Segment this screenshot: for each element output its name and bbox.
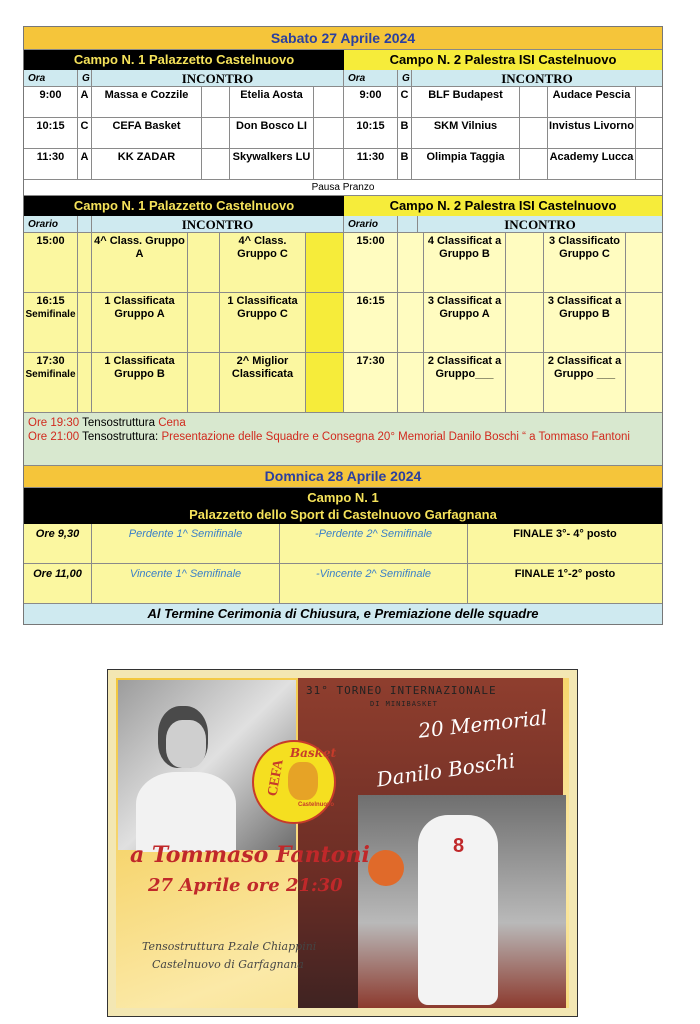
home-team: Massa e Cozzile [92, 87, 202, 118]
lunch-break: Pausa Pranzo [24, 180, 662, 196]
away-team: 3 Classificato Gruppo C [544, 233, 626, 293]
spacer-cell [314, 118, 344, 149]
spacer-cell [506, 353, 544, 413]
col-orario: Orario [344, 216, 398, 233]
group-cell: C [398, 87, 412, 118]
time-value: 17:30 [36, 355, 65, 367]
spacer-cell [626, 293, 662, 353]
home-team: KK ZADAR [92, 149, 202, 180]
time-cell: 9:00 [24, 87, 78, 118]
round-label: Semifinale [25, 369, 76, 380]
table-row [24, 233, 662, 293]
jersey-number: 8 [453, 835, 465, 857]
field-header-morning [24, 50, 662, 70]
spacer-cell [506, 233, 544, 293]
home-team: CEFA Basket [92, 118, 202, 149]
poster-minibasket: DI MINIBASKET [370, 700, 438, 708]
round-label: Semifinale [25, 309, 76, 320]
poster-memorial: 20 Memorial [417, 705, 549, 743]
col-ora: Ora [24, 70, 78, 87]
home-team: 4^ Class. Gruppo A [92, 233, 188, 293]
spacer-cell [188, 293, 220, 353]
spacer-cell [306, 293, 344, 353]
basketball-icon [368, 850, 404, 886]
spacer-cell [314, 149, 344, 180]
time-value: 16:15 [36, 295, 65, 307]
col-blank [398, 216, 418, 233]
match-side-b: -Perdente 2^ Semifinale [280, 524, 468, 564]
poster-place-2: Castelnuovo di Garfagnana [152, 958, 304, 971]
time-value: 15:00 [36, 235, 65, 247]
group-cell: B [398, 118, 412, 149]
sunday-venue: Palazzetto dello Sport di Castelnuovo Garfagnana [189, 507, 497, 522]
sunday-title: Domnica 28 Aprile 2024 [24, 466, 662, 488]
time-cell: Ore 9,30 [24, 524, 92, 564]
table-row [24, 564, 662, 604]
spacer-cell [636, 87, 662, 118]
time-cell: 9:00 [344, 87, 398, 118]
spacer-cell [520, 87, 548, 118]
column-header-morning [24, 70, 662, 87]
col-g: G [78, 70, 92, 87]
spacer-cell [314, 87, 344, 118]
table-row [24, 293, 662, 353]
col-ora: Ora [344, 70, 398, 87]
group-cell: A [78, 149, 92, 180]
final-label: FINALE 1°-2° posto [468, 564, 662, 604]
spacer-cell [78, 293, 92, 353]
time-cell [24, 353, 78, 413]
away-team: Don Bosco LI [230, 118, 314, 149]
spacer-cell [306, 233, 344, 293]
spacer-cell [636, 118, 662, 149]
home-team: SKM Vilnius [412, 118, 520, 149]
sunday-field [24, 488, 662, 524]
home-team: 1 Classificata Gruppo A [92, 293, 188, 353]
home-team: 2 Classificat a Gruppo___ [424, 353, 506, 413]
time-cell: 10:15 [344, 118, 398, 149]
away-team: Audace Pescia [548, 87, 636, 118]
closing-ceremony: Al Termine Cerimonia di Chiusura, e Premiazione delle squadre [24, 604, 662, 624]
spacer-cell [626, 353, 662, 413]
sunday-field-name: Campo N. 1 [307, 490, 379, 505]
time-cell [24, 233, 78, 293]
away-team: 2 Classificat a Gruppo ___ [544, 353, 626, 413]
evening-notes [24, 413, 662, 466]
col-incontro: INCONTRO [418, 216, 662, 233]
time-cell: Ore 11,00 [24, 564, 92, 604]
away-team: 3 Classificat a Gruppo B [544, 293, 626, 353]
away-team: Etelia Aosta [230, 87, 314, 118]
final-label: FINALE 3°- 4° posto [468, 524, 662, 564]
away-team: Skywalkers LU [230, 149, 314, 180]
table-row [24, 353, 662, 413]
away-team: 2^ Miglior Classificata [220, 353, 306, 413]
player-photo [358, 795, 566, 1008]
spacer-cell [398, 353, 424, 413]
col-g: G [398, 70, 412, 87]
away-team: Invistus Livorno [548, 118, 636, 149]
spacer-cell [520, 118, 548, 149]
home-team: BLF Budapest [412, 87, 520, 118]
field1-title: Campo N. 1 Palazzetto Castelnuovo [24, 196, 344, 216]
col-incontro: INCONTRO [92, 70, 344, 87]
spacer-cell [188, 353, 220, 413]
spacer-cell [636, 149, 662, 180]
away-team: Academy Lucca [548, 149, 636, 180]
field2-title: Campo N. 2 Palestra ISI Castelnuovo [344, 50, 662, 70]
spacer-cell [202, 87, 230, 118]
spacer-cell [188, 233, 220, 293]
time-cell: 11:30 [24, 149, 78, 180]
field2-title: Campo N. 2 Palestra ISI Castelnuovo [344, 196, 662, 216]
field-header-afternoon [24, 196, 662, 216]
spacer-cell [398, 233, 424, 293]
poster-date: 27 Aprile ore 21:30 [148, 875, 343, 896]
table-row [24, 149, 662, 180]
time-cell: 17:30 [344, 353, 398, 413]
home-team: Olimpia Taggia [412, 149, 520, 180]
column-header-afternoon [24, 216, 662, 233]
spacer-cell [78, 353, 92, 413]
match-side-b: -Vincente 2^ Semifinale [280, 564, 468, 604]
spacer-cell [506, 293, 544, 353]
table-row [24, 87, 662, 118]
poster-awardee: a Tommaso Fantoni [130, 842, 370, 868]
schedule-table [23, 26, 663, 625]
spacer-cell [306, 353, 344, 413]
spacer-cell [78, 233, 92, 293]
spacer-cell [626, 233, 662, 293]
col-orario: Orario [24, 216, 78, 233]
home-team: 4 Classificat a Gruppo B [424, 233, 506, 293]
table-row [24, 118, 662, 149]
time-cell: 16:15 [344, 293, 398, 353]
time-cell: 10:15 [24, 118, 78, 149]
poster-place-1: Tensostruttura P.zale Chiappini [142, 940, 317, 953]
match-side-a: Perdente 1^ Semifinale [92, 524, 280, 564]
note-presentation: Ore 21:00 Tensostruttura: Presentazione delle Squadre e Consegna 20° Memorial Danilo Boschi “ a Tommaso Fantoni [28, 431, 630, 443]
spacer-cell [202, 118, 230, 149]
col-blank [78, 216, 92, 233]
home-team: 1 Classificata Gruppo B [92, 353, 188, 413]
spacer-cell [398, 293, 424, 353]
memorial-poster [107, 669, 578, 1017]
away-team: 1 Classificata Gruppo C [220, 293, 306, 353]
poster-tournament: 31° TORNEO INTERNAZIONALE [306, 684, 497, 697]
time-cell: 11:30 [344, 149, 398, 180]
saturday-title: Sabato 27 Aprile 2024 [24, 27, 662, 50]
spacer-cell [520, 149, 548, 180]
group-cell: A [78, 87, 92, 118]
note-dinner: Ore 19:30 Tensostruttura Cena [28, 417, 186, 429]
col-incontro: INCONTRO [412, 70, 662, 87]
home-team: 3 Classificat a Gruppo A [424, 293, 506, 353]
poster-honoree: Danilo Boschi [375, 748, 517, 792]
col-incontro: INCONTRO [92, 216, 344, 233]
match-side-a: Vincente 1^ Semifinale [92, 564, 280, 604]
time-cell: 15:00 [344, 233, 398, 293]
group-cell: C [78, 118, 92, 149]
cefa-logo: CEFA Basket Castelnuovo [252, 740, 336, 824]
group-cell: B [398, 149, 412, 180]
field1-title: Campo N. 1 Palazzetto Castelnuovo [24, 50, 344, 70]
spacer-cell [202, 149, 230, 180]
time-cell [24, 293, 78, 353]
table-row [24, 524, 662, 564]
away-team: 4^ Class. Gruppo C [220, 233, 306, 293]
